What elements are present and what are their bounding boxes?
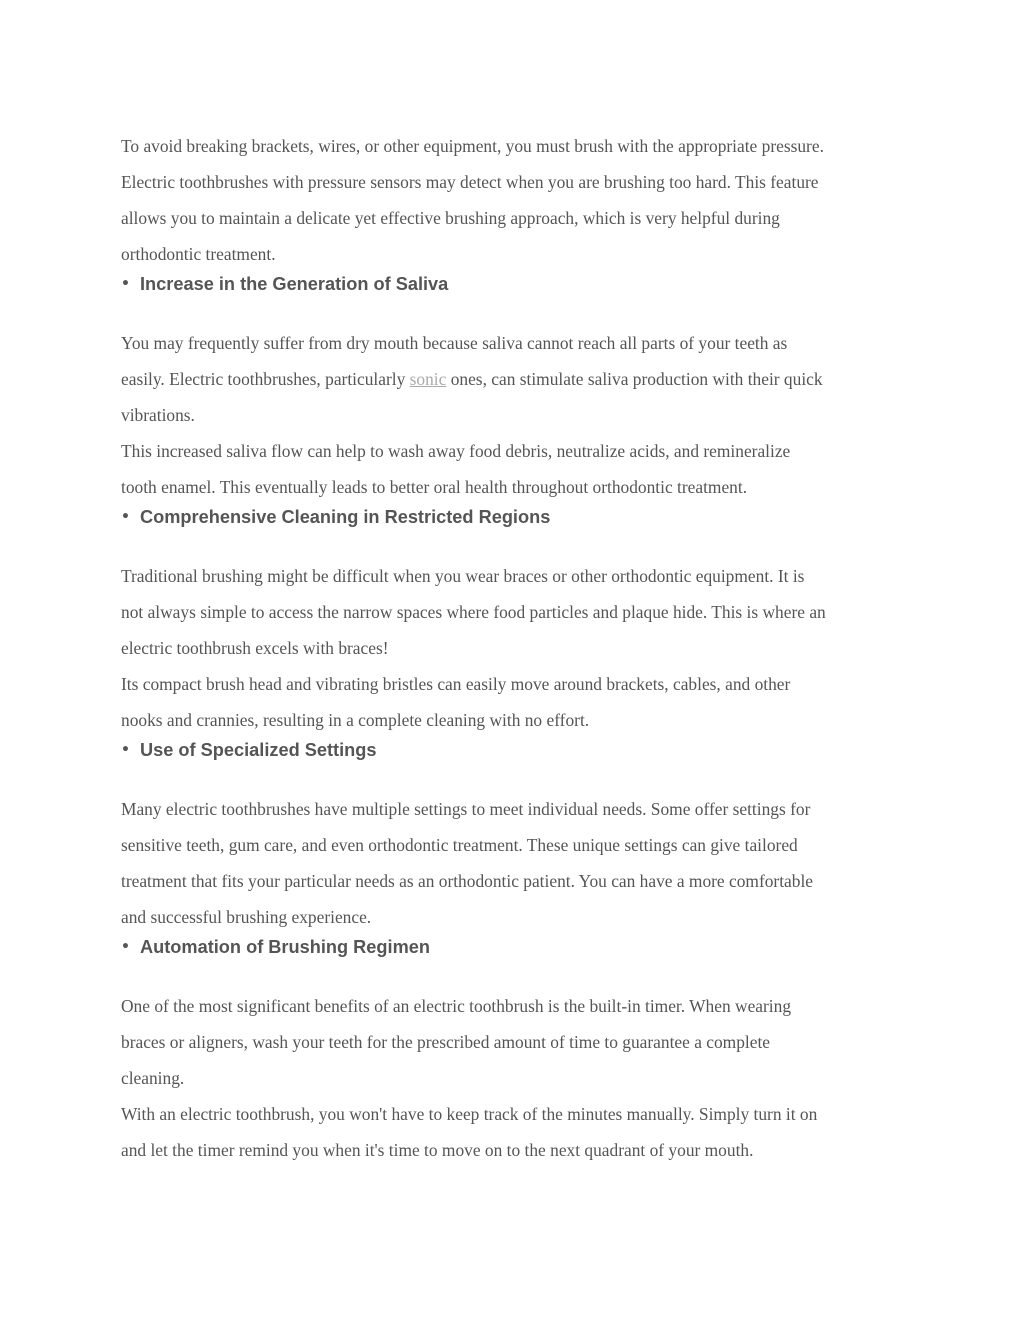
section-heading-automation <box>121 935 911 959</box>
text-segment: easily. Electric toothbrushes, particularly <box>121 369 410 389</box>
heading-text: Increase in the Generation of Saliva <box>140 274 449 294</box>
text-line: One of the most significant benefits of an electric toothbrush is the built-in timer. When wearing <box>121 996 792 1016</box>
bullet-icon: • <box>121 742 130 758</box>
text-line: To avoid breaking brackets, wires, or other equipment, you must brush with the appropriate pressure. <box>121 136 824 156</box>
text-line: With an electric toothbrush, you won't have to keep track of the minutes manually. Simply turn it on <box>121 1104 818 1124</box>
text-line: cleaning. <box>121 1068 185 1088</box>
text-line: allows you to maintain a delicate yet effective brushing approach, which is very helpful during <box>121 208 780 228</box>
text-line: braces or aligners, wash your teeth for the prescribed amount of time to guarantee a complete <box>121 1032 770 1052</box>
bullet-icon: • <box>121 939 130 955</box>
intro-paragraph <box>121 128 911 272</box>
heading-text: Comprehensive Cleaning in Restricted Regions <box>140 507 551 527</box>
text-line: vibrations. <box>121 405 195 425</box>
saliva-paragraph-1 <box>121 325 911 433</box>
text-line: and successful brushing experience. <box>121 907 372 927</box>
bullet-icon: • <box>121 509 130 525</box>
automation-paragraph-2 <box>121 1096 911 1168</box>
settings-paragraph <box>121 791 911 935</box>
text-line: This increased saliva flow can help to wash away food debris, neutralize acids, and remineralize <box>121 441 791 461</box>
section-heading-settings <box>121 738 911 762</box>
document-page <box>121 128 911 1168</box>
section-heading-saliva <box>121 272 911 296</box>
saliva-paragraph-2 <box>121 433 911 505</box>
text-line: Many electric toothbrushes have multiple settings to meet individual needs. Some offer settings for <box>121 799 811 819</box>
text-line: Traditional brushing might be difficult when you wear braces or other orthodontic equipment. It is <box>121 566 805 586</box>
text-line: electric toothbrush excels with braces! <box>121 638 389 658</box>
text-line: Its compact brush head and vibrating bristles can easily move around brackets, cables, and other <box>121 674 791 694</box>
text-line: tooth enamel. This eventually leads to better oral health throughout orthodontic treatment. <box>121 477 748 497</box>
text-line: Electric toothbrushes with pressure sensors may detect when you are brushing too hard. This feature <box>121 172 819 192</box>
heading-text: Automation of Brushing Regimen <box>140 937 430 957</box>
text-line: not always simple to access the narrow spaces where food particles and plaque hide. This is where an <box>121 602 826 622</box>
sonic-link[interactable]: sonic <box>409 369 447 389</box>
text-line: nooks and crannies, resulting in a complete cleaning with no effort. <box>121 710 590 730</box>
cleaning-paragraph-2 <box>121 666 911 738</box>
text-line: orthodontic treatment. <box>121 244 276 264</box>
heading-text: Use of Specialized Settings <box>140 740 377 760</box>
text-segment: ones, can stimulate saliva production with their quick <box>446 369 823 389</box>
cleaning-paragraph-1 <box>121 558 911 666</box>
text-line: sensitive teeth, gum care, and even orthodontic treatment. These unique settings can give tailored <box>121 835 798 855</box>
automation-paragraph-1 <box>121 988 911 1096</box>
bullet-icon: • <box>121 276 130 292</box>
text-line: You may frequently suffer from dry mouth because saliva cannot reach all parts of your teeth as <box>121 333 788 353</box>
text-line: and let the timer remind you when it's time to move on to the next quadrant of your mouth. <box>121 1140 754 1160</box>
section-heading-cleaning <box>121 505 911 529</box>
text-line <box>121 361 911 397</box>
text-line: treatment that fits your particular needs as an orthodontic patient. You can have a more comfortable <box>121 871 814 891</box>
